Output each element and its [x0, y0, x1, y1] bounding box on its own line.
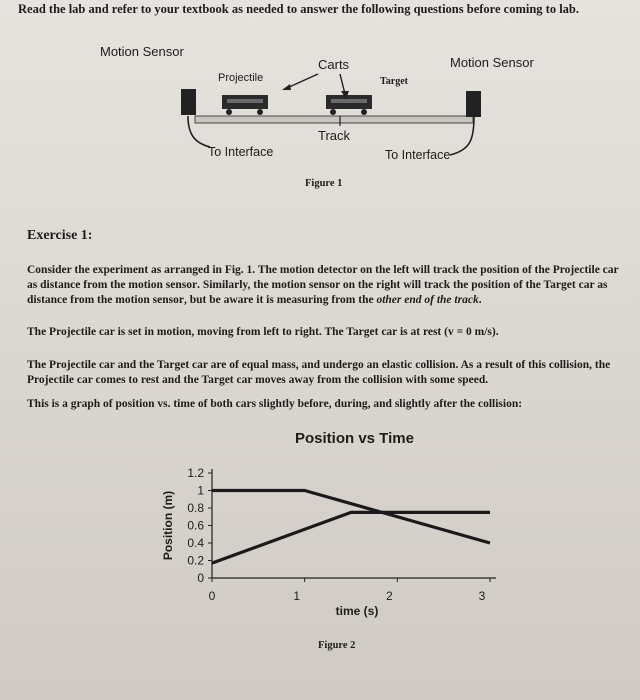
- interface-left-label: To Interface: [208, 145, 274, 159]
- y-tick-label: 0.2: [187, 553, 204, 568]
- chart-title: Position vs Time: [295, 430, 414, 447]
- x-tick-label: 2: [385, 589, 393, 603]
- motion-sensor-left-label: Motion Sensor: [100, 44, 184, 59]
- paragraph-motion: The Projectile car is set in motion, moving from left to right. The Target car is at rest (v = 0 m/s).: [27, 326, 499, 338]
- x-tick-label: 0: [208, 589, 216, 603]
- paragraph-graph-intro: This is a graph of position vs. time of both cars slightly before, during, and slightly after the collision:: [27, 398, 523, 410]
- x-tick-label: 3: [478, 589, 486, 603]
- paragraph-collision: The Projectile car and the Target car are of equal mass, and undergo an elastic collision. As a result of this collision, the Projectile car comes to rest and the Target car moves away from the collision with some speed.: [27, 359, 611, 386]
- track-label: Track: [318, 128, 351, 143]
- target-label: Target: [380, 76, 408, 87]
- y-tick-label: 0.8: [187, 501, 204, 515]
- exercise-heading: Exercise 1:: [27, 228, 93, 243]
- y-tick-label: 1: [197, 483, 204, 498]
- interface-right-label: To Interface: [385, 148, 451, 162]
- motion-sensor-right-label: Motion Sensor: [450, 55, 534, 70]
- projectile-label: Projectile: [218, 72, 264, 84]
- y-tick-label: 1.2: [187, 466, 204, 480]
- figure1-caption: Figure 1: [305, 178, 343, 189]
- figure2-caption: Figure 2: [318, 640, 356, 651]
- y-tick-label: 0.4: [187, 536, 204, 550]
- x-axis-label: time (s): [335, 604, 379, 618]
- x-tick-label: 1: [293, 589, 301, 603]
- series-line-projectile: [212, 512, 490, 563]
- y-axis-label: Position (m): [161, 490, 175, 561]
- carts-label: Carts: [318, 57, 350, 72]
- y-tick-label: 0: [197, 571, 204, 585]
- paragraph-setup: Consider the experiment as arranged in Fig. 1. The motion detector on the left will track the position of the Projectile car as distance from the motion sensor. Similarly, the motion sensor on the right will track the position of the Target car as distance from the motion sensor, but be aware it is measuring from the other end of the track.: [27, 264, 619, 306]
- intro-text: Read the lab and refer to your textbook as needed to answer the following questions before coming to lab.: [18, 2, 579, 16]
- y-tick-label: 0.6: [187, 518, 204, 533]
- series-line-target: [212, 491, 490, 544]
